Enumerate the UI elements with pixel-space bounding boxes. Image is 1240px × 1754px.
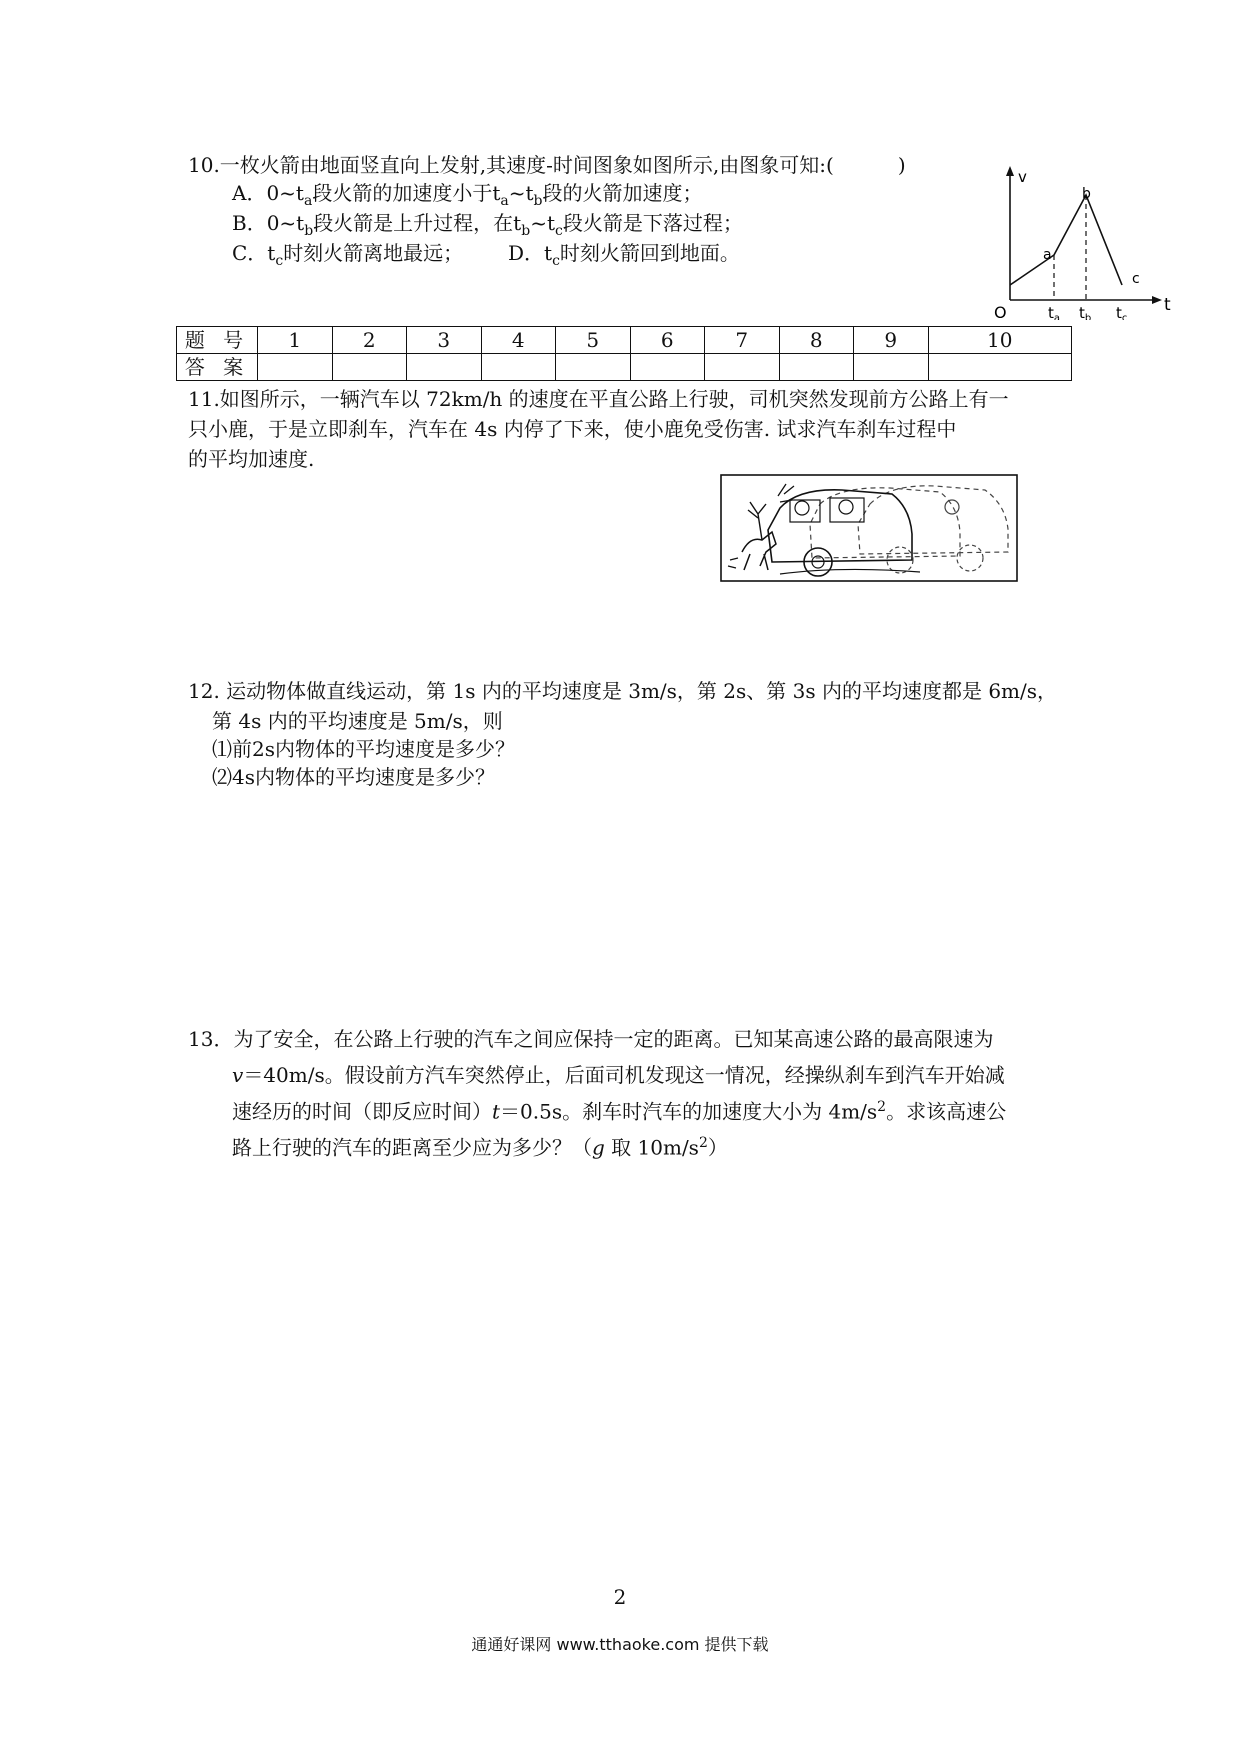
answer-cell: [928, 354, 1072, 381]
velocity-time-graph: [990, 160, 1180, 320]
q13-line-3: 速经历的时间（即反应时间）t＝0.5s。刹车时汽车的加速度大小为 $4m/s^2$。求该高速公: [232, 1099, 1007, 1124]
table-cell-number: 9: [854, 327, 929, 354]
answer-cell: [854, 354, 929, 381]
answer-cell: [779, 354, 854, 381]
tick-tc-label: $t_c$: [1116, 304, 1128, 320]
table-cell-number: 10: [928, 327, 1072, 354]
page-footer: 通通好课网 www.tthaoke.com 提供下载: [471, 1635, 769, 1654]
answer-cell: [332, 354, 407, 381]
q10-option-c: C．$t_c$时刻火箭离地最远；: [232, 241, 464, 269]
point-c-label: c: [1132, 271, 1140, 287]
q10-stem: 10.一枚火箭由地面竖直向上发射,其速度-时间图象如图所示,由图象可知:( ): [188, 153, 906, 177]
table-cell-number: 6: [630, 327, 705, 354]
q11-line-3: 的平均加速度.: [188, 447, 315, 471]
row-label-answer: 答 案: [177, 354, 258, 381]
page-number: 2: [613, 1585, 627, 1609]
answer-cell: [705, 354, 780, 381]
tick-ta-label: $t_a$: [1048, 304, 1061, 320]
answer-cell: [258, 354, 333, 381]
q12-line-3: ⑴前2s内物体的平均速度是多少？: [212, 737, 515, 761]
point-b-label: b: [1082, 186, 1091, 202]
q11-line-1: 11.如图所示，一辆汽车以 72km/h 的速度在平直公路上行驶，司机突然发现前方公路上有一: [188, 387, 1009, 411]
table-cell-number: 1: [258, 327, 333, 354]
t-axis-label: t: [1164, 295, 1171, 315]
table-cell-number: 5: [556, 327, 631, 354]
table-row-numbers: [177, 327, 1072, 354]
table-cell-number: 8: [779, 327, 854, 354]
t-axis-arrow: [1152, 296, 1162, 304]
q11-line-2: 只小鹿，于是立即刹车，汽车在 4s 内停了下来，使小鹿免受伤害. 试求汽车刹车过程中: [188, 417, 957, 441]
table-cell-number: 3: [407, 327, 482, 354]
answer-cell: [630, 354, 705, 381]
car-deer-illustration: [720, 474, 1018, 582]
q10-option-d: D．$t_c$时刻火箭回到地面。: [508, 241, 740, 269]
v-axis-label: v: [1018, 168, 1027, 186]
row-label-number: 题 号: [177, 327, 258, 354]
tick-tb-label: $t_b$: [1079, 304, 1092, 320]
table-cell-number: 7: [705, 327, 780, 354]
q13-line-4: 路上行驶的汽车的距离至少应为多少？（g 取 $10m/s^2$）: [232, 1135, 728, 1160]
q10-option-a: A．$0\sim t_a$段火箭的加速度小于$t_a\sim t_b$段的火箭加速度；: [232, 181, 703, 209]
table-row-answers: [177, 354, 1072, 381]
q12-line-4: ⑵4s内物体的平均速度是多少？: [212, 765, 495, 789]
answer-cell: [481, 354, 556, 381]
point-a-label: a: [1043, 247, 1052, 263]
table-cell-number: 2: [332, 327, 407, 354]
v-axis-arrow: [1006, 166, 1014, 176]
q13-line-2: v＝40m/s。假设前方汽车突然停止，后面司机发现这一情况，经操纵刹车到汽车开始减: [232, 1063, 1005, 1087]
origin-label: O: [994, 303, 1007, 320]
answer-cell: [407, 354, 482, 381]
velocity-curve: [1010, 195, 1122, 285]
q12-line-1: 12. 运动物体做直线运动，第 1s 内的平均速度是 3m/s，第 2s、第 3s 内的平均速度都是 6m/s，: [188, 679, 1058, 703]
answer-cell: [556, 354, 631, 381]
table-cell-number: 4: [481, 327, 556, 354]
q12-line-2: 第 4s 内的平均速度是 5m/s，则: [212, 709, 503, 733]
q10-option-b: B．$0\sim t_b$段火箭是上升过程，在$t_b\sim t_c$段火箭是下落过程；: [232, 211, 743, 239]
answer-table: [176, 326, 1072, 381]
q13-line-1: 13．为了安全，在公路上行驶的汽车之间应保持一定的距离。已知某高速公路的最高限速为: [188, 1027, 994, 1051]
